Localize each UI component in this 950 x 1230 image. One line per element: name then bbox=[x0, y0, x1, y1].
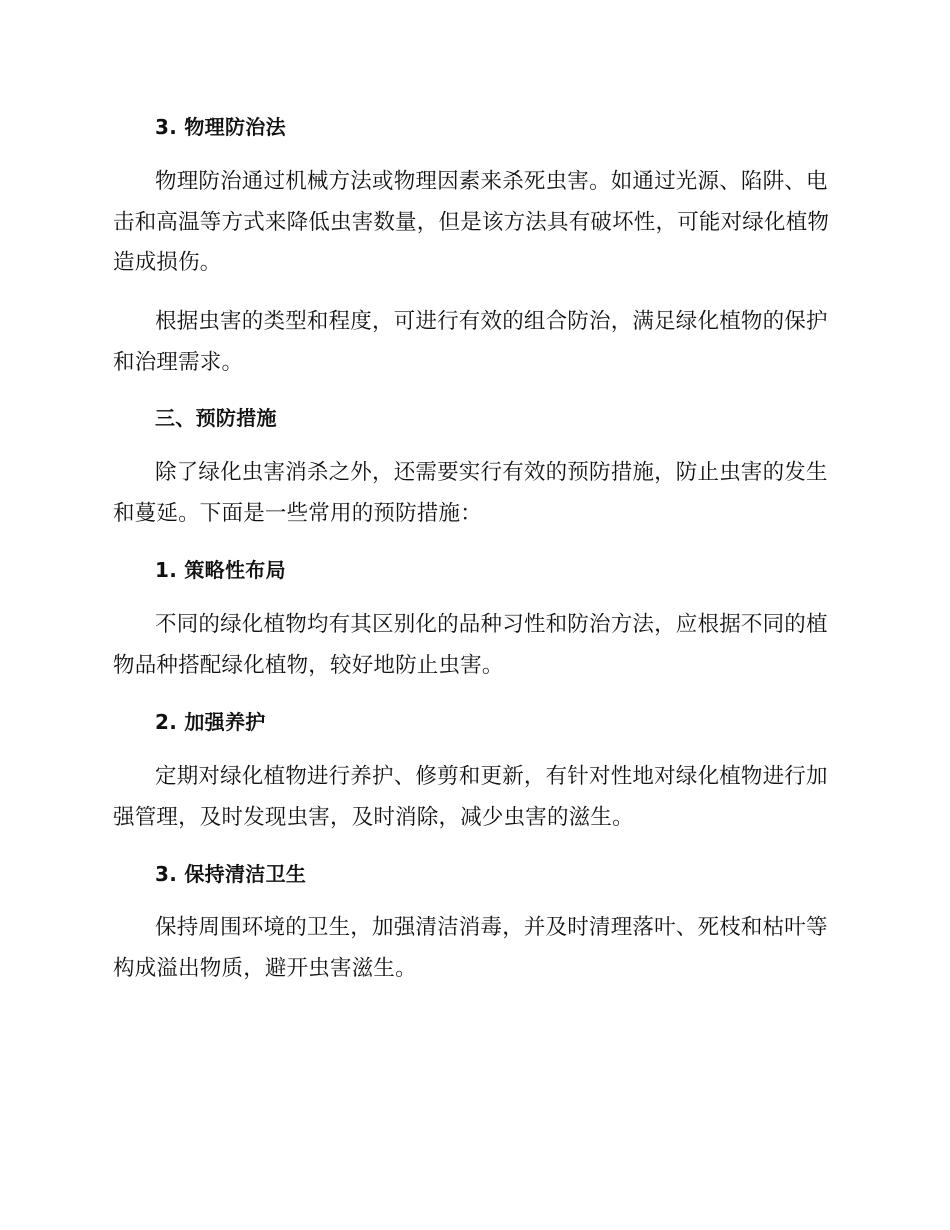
paragraph-line: 造成损伤。 bbox=[113, 250, 222, 275]
paragraph-line: 不同的绿化植物均有其区别化的品种习性和防治方法，应根据不同的植 bbox=[155, 612, 828, 637]
paragraph-line: 除了绿化虫害消杀之外，还需要实行有效的预防措施，防止虫害的发生 bbox=[155, 460, 828, 485]
paragraph-line: 和蔓延。下面是一些常用的预防措施： bbox=[113, 500, 482, 526]
section-heading-layout: 1. 策略性布局 bbox=[155, 558, 286, 582]
paragraph-line: 强管理，及时发现虫害，及时消除，减少虫害的滋生。 bbox=[113, 804, 634, 830]
paragraph-line: 物理防治通过机械方法或物理因素来杀死虫害。如通过光源、陷阱、电 bbox=[155, 169, 828, 194]
paragraph-line: 根据虫害的类型和程度，可进行有效的组合防治，满足绿化植物的保护 bbox=[155, 309, 828, 334]
section-heading-cleanliness: 3. 保持清洁卫生 bbox=[155, 862, 307, 886]
paragraph-line: 击和高温等方式来降低虫害数量，但是该方法具有破坏性，可能对绿化植物 bbox=[113, 209, 830, 235]
paragraph-maintenance bbox=[113, 757, 833, 838]
paragraph-physical-control bbox=[113, 162, 833, 284]
paragraph-combined-control bbox=[113, 302, 833, 383]
paragraph-line: 物品种搭配绿化植物，较好地防止虫害。 bbox=[113, 652, 504, 678]
section-heading-maintenance: 2. 加强养护 bbox=[155, 710, 266, 734]
section-heading-prevention: 三、预防措施 bbox=[155, 406, 277, 430]
paragraph-line: 和治理需求。 bbox=[113, 349, 244, 375]
section-heading-physical-control: 3. 物理防治法 bbox=[155, 115, 286, 139]
paragraph-layout bbox=[113, 605, 833, 686]
paragraph-line: 定期对绿化植物进行养护、修剪和更新，有针对性地对绿化植物进行加 bbox=[155, 764, 828, 789]
paragraph-line: 保持周围环境的卫生，加强清洁消毒，并及时清理落叶、死枝和枯叶等 bbox=[155, 915, 828, 940]
paragraph-prevention-intro bbox=[113, 453, 833, 534]
paragraph-cleanliness bbox=[113, 908, 833, 989]
paragraph-line: 构成溢出物质，避开虫害滋生。 bbox=[113, 955, 417, 981]
